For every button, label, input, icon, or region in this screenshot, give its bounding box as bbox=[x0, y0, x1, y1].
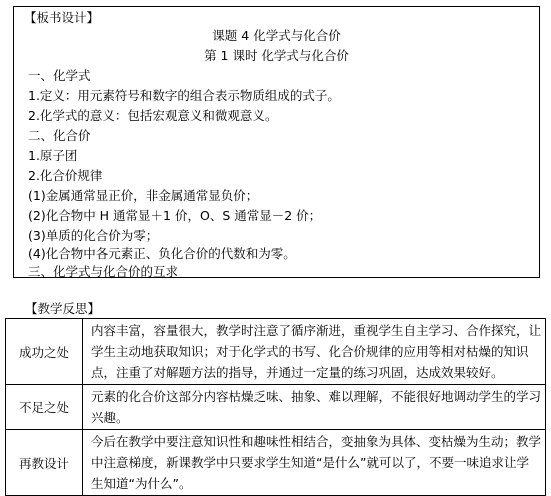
row-label: 成功之处 bbox=[6, 319, 83, 385]
reflection-table bbox=[5, 318, 546, 496]
outline-line: 1.原子团 bbox=[28, 148, 78, 163]
board-design-heading: 【板书设计】 bbox=[24, 10, 100, 25]
reflection-heading: 【教学反思】 bbox=[25, 301, 101, 316]
outline-line: (2)化合物中 H 通常显＋1 价，O、S 通常显－2 价； bbox=[28, 208, 322, 223]
outline-line: 2.化合价规律 bbox=[28, 168, 103, 183]
outline-line: 一、化学式 bbox=[28, 68, 91, 83]
outline-line: 二、化合价 bbox=[28, 128, 91, 143]
table-row bbox=[6, 385, 546, 430]
row-text: 元素的化合价这部分内容枯燥乏味、抽象、难以理解，不能很好地调动学生的学习兴趣。 bbox=[83, 385, 546, 430]
outline-line: 2.化学式的意义：包括宏观意义和微观意义。 bbox=[28, 108, 278, 123]
row-text: 今后在教学中要注意知识性和趣味性相结合，变抽象为具体、变枯燥为生动；教学中注意梯度，新课教学中只要求学生知道“是什么”就可以了，不要一味追求让学生知道“为什么”。 bbox=[83, 430, 546, 496]
row-label: 不足之处 bbox=[6, 385, 83, 430]
board-design-box bbox=[13, 6, 540, 278]
outline-line: (4)化合物中各元素正、负化合价的代数和为零。 bbox=[28, 246, 296, 261]
table-row bbox=[6, 430, 546, 496]
row-label: 再教设计 bbox=[6, 430, 83, 496]
outline-line: (3)单质的化合价为零； bbox=[28, 228, 159, 243]
row-text: 内容丰富，容量很大，教学时注意了循序渐进，重视学生自主学习、合作探究，让学生主动地获取知识；对于化学式的书写、化合价规律的应用等相对枯燥的知识点，注重了对解题方法的指导，并通过一定量的练习巩固，达成效果较好。 bbox=[83, 319, 546, 385]
lesson-title: 课题 4 化学式与化合价 bbox=[212, 28, 341, 43]
outline-line: 1.定义：用元素符号和数字的组合表示物质组成的式子。 bbox=[28, 88, 340, 103]
outline-line: 三、化学式与化合价的互求 bbox=[28, 264, 179, 279]
table-row bbox=[6, 319, 546, 385]
lesson-subtitle: 第 1 课时 化学式与化合价 bbox=[204, 48, 349, 63]
outline-line: (1)金属通常显正价，非金属通常显负价； bbox=[28, 188, 259, 203]
